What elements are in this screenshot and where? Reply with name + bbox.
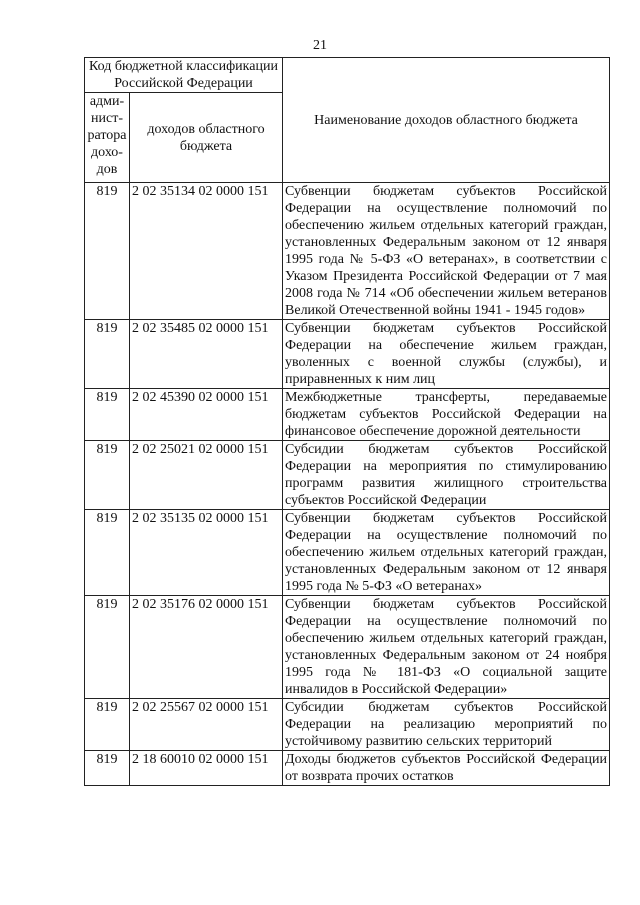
revenue-name-cell: Субвенции бюджетам субъектов Российской Федерации на осуществление полномочий по обеспечению жильем отдельных категорий граждан, установленных Федеральным законом от 12 января 1995 года № 5-ФЗ «О ветеранах» <box>283 510 610 596</box>
budget-revenue-table <box>84 57 610 786</box>
table-row <box>85 510 610 596</box>
revenue-code-cell: 2 02 25021 02 0000 151 <box>130 441 283 510</box>
revenue-name-cell: Доходы бюджетов субъектов Российской Федерации от возврата прочих остатков <box>283 751 610 786</box>
table-row <box>85 389 610 441</box>
revenue-name-cell: Субвенции бюджетам субъектов Российской Федерации на осуществление полномочий по обеспечению жильем отдельных категорий граждан, установленных Федеральным законом от 12 января 1995 года № 5-ФЗ «О ветеранах», в соответствии с Указом Президента Российской Федерации от 7 мая 2008 года № 714 «Об обеспечении жильем ветеранов Великой Отечественной войны 1941 - 1945 годов» <box>283 183 610 320</box>
revenue-name-header: Наименование доходов областного бюджета <box>283 58 610 183</box>
table-row <box>85 320 610 389</box>
administrator-code-cell: 819 <box>85 699 130 751</box>
revenue-code-cell: 2 18 60010 02 0000 151 <box>130 751 283 786</box>
administrator-code-cell: 819 <box>85 320 130 389</box>
administrator-code-cell: 819 <box>85 441 130 510</box>
administrator-code-cell: 819 <box>85 183 130 320</box>
revenue-code-cell: 2 02 35134 02 0000 151 <box>130 183 283 320</box>
table-row <box>85 183 610 320</box>
administrator-code-cell: 819 <box>85 596 130 699</box>
table-header <box>85 58 610 183</box>
revenue-code-cell: 2 02 25567 02 0000 151 <box>130 699 283 751</box>
table-row <box>85 596 610 699</box>
revenue-name-cell: Субсидии бюджетам субъектов Российской Федерации на реализацию мероприятий по устойчивому развитию сельских территорий <box>283 699 610 751</box>
revenue-name-cell: Межбюджетные трансферты, передаваемые бюджетам субъектов Российской Федерации на финансовое обеспечение дорожной деятельности <box>283 389 610 441</box>
revenue-administrator-header: адми-нист-ратора дохо-дов <box>85 93 130 183</box>
administrator-code-cell: 819 <box>85 751 130 786</box>
revenue-code-cell: 2 02 35485 02 0000 151 <box>130 320 283 389</box>
table-row <box>85 751 610 786</box>
regional-revenue-code-header: доходов областного бюджета <box>130 93 283 183</box>
administrator-code-cell: 819 <box>85 510 130 596</box>
page-number: 21 <box>313 38 327 53</box>
table-row <box>85 441 610 510</box>
table-row <box>85 699 610 751</box>
revenue-code-cell: 2 02 35135 02 0000 151 <box>130 510 283 596</box>
revenue-name-cell: Субвенции бюджетам субъектов Российской Федерации на осуществление полномочий по обеспечению жильем отдельных категорий граждан, установленных Федеральным законом от 24 ноября 1995 года № 181-ФЗ «О социальной защите инвалидов в Российской Федерации» <box>283 596 610 699</box>
administrator-code-cell: 819 <box>85 389 130 441</box>
revenue-code-cell: 2 02 35176 02 0000 151 <box>130 596 283 699</box>
revenue-name-cell: Субвенции бюджетам субъектов Российской Федерации на обеспечение жильем граждан, уволенных с военной службы (службы), и приравненных к ним лиц <box>283 320 610 389</box>
revenue-name-cell: Субсидии бюджетам субъектов Российской Федерации на мероприятия по стимулированию программ развития жилищного строительства субъектов Российской Федерации <box>283 441 610 510</box>
table-body <box>85 183 610 786</box>
revenue-code-cell: 2 02 45390 02 0000 151 <box>130 389 283 441</box>
budget-classification-code-header: Код бюджетной классификации Российской Федерации <box>85 58 283 93</box>
